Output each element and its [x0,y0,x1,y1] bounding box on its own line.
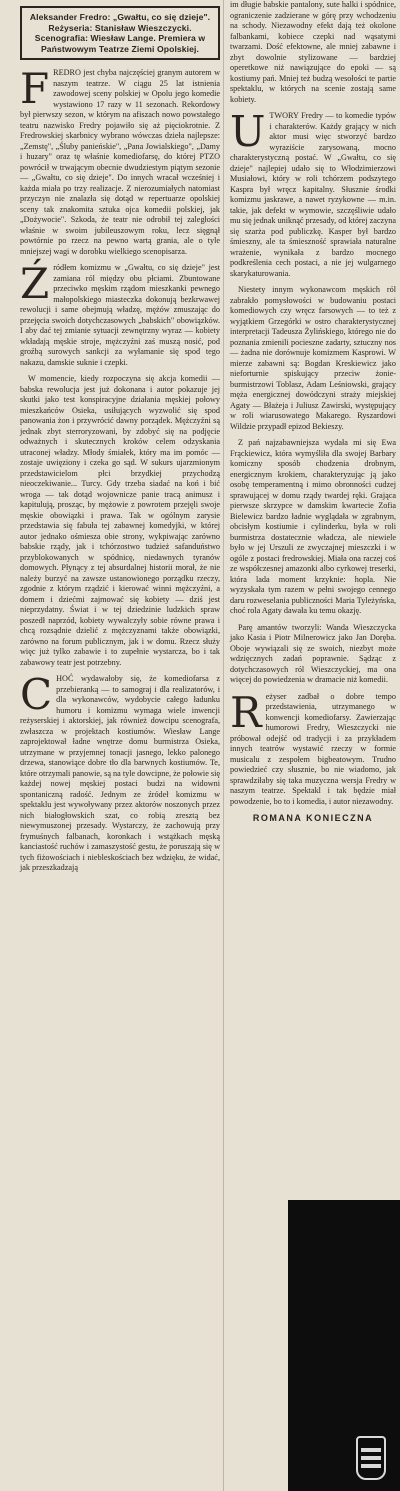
paragraph-source [20,259,220,368]
paragraph-text: eżyser zadbał o dobre tempo przedstawienia, utrzymanego w konwencji komediofarsy. Zawierzając humorowi Fredry, Wieszczycki nie próbował odejść od tradycji i za przykładem innych teatrów wystawić rzeczy w formie musicalu z zespołem bigbeatowym. Trudno powiedzieć czy słusznie, bo nie wiadomo, jak sprawdziłaby się taka muzyczna wersja Fredry w naszym teatrze. Spektakl i tak będzie miał powodzenie, bo to i komedia, i autor niezawodny. [230,691,396,806]
paragraph-plot: W momencie, kiedy rozpoczyna się akcja komedii — babska rewolucja jest już dokonana i autor pokazuje jej skutki jako test konspiracyjne działania męskiej połowy mieszkańców Osieka, usiłujących wyzwolić się spod panowania żon i przywrócić dawny porządek. Mężczyźni są jednak zbyt sterroryzowani, by zdobyć się na podjęcie odważnych i skutecznych kroków celem odzyskania utraconej władzy. Młody śmiałek, który ma im pomóc — zostaje uwięziony i czeka go sąd. W sukurs ujarzmionym przedstawicielom płci brzydkiej przychodzą nieoczekiwanie... Turcy. Gdy trzeba siadać na koń i bić wroga — tak dotąd wojownicze panie tracą animusz i kapitulują, prosząc, by mężowie z powrotem przejęli swoje męskie obowiązki i prawa. Tak w ogólnym zarysie przedstawia się fabuła tej zabawnej komedyjki, w której autor jednako ośmiesza obie strony, wykpiwając zarówno babskie rządy, jak i tchórzostwo tudzież safanduństwo przyblokowanych w spódnicę, niedawnych tyranów domowych. Płynący z tej absurdalnej historii morał, że nie należy burzyć na zawsze ustanowionego porządku rzeczy, zgodnie z którym rządzić i kierować winni mężczyźni, a domem i dziećmi zajmować się kobiety — dziś jest nieprzydatny. Świat i w tej dziedzinie ludzkich spraw poszedł naprzód, kobiety wywalczyły sobie równe prawa i chcą rozsądnie dzielić z mężczyznami także obowiązki, zarówno na forum publicznym, jak i w domu. Rzecz służy więc już tylko zabawie i to zupełnie wystarcza, bo i tak zabawowy teatr jest potrzebny. [20,374,220,667]
author-signature: ROMANA KONIECZNA [252,813,374,823]
dropcap-r: R [230,687,262,737]
paragraph-intro [20,64,220,257]
column-divider [223,0,224,1491]
right-column [230,0,396,823]
dropcap-c: C [20,670,53,720]
paragraph-continued: im długie babskie pantalony, sute halki i spódnice, ograniczenie zadzierane w górę przy wchodzeniu na schody. Niezawodny efekt dają też okolone falbankami, kobiece czepki nad wąsatymi twarzami. Dość efektowne, ale mniej zabawne i zbyt dowolnie stylizowane — bardziej operetkowe niż nawiązujące do epoki — są kostiumy pań. Mniej też budzą wesołości te partie spektaklu, w których na scenie zostają same kobiety. [230,0,396,104]
paragraph-female-roles: Z pań najzabawniejsza wydała mi się Ewa Frąckiewicz, która wymyśliła dla swojej Barbary komiczny sposób chodzenia drobnym, energicznym krokiem, charakteryzując ją jako osobę temperamentną i mimo obronności cudzej sprawującej w domu rządy twardej ręki. Grająca pierwsze skrzypce w damskim kwartecie Zofia Bielewicz bardzo ładnie wyglądała w zgrabnym, obcisłym kostiumie i cylinderku, była w roli burmistrza dostatecznie władcza, ale niewiele było w jej Urszuli ze zwyczajnej mieszczki i w ogóle z postaci fredrowskiej. Miała ona raczej coś ze współczesnej amazonki albo cyrkowej treserki, która lada moment krzyknie: hopla. Nie wyzyskała tym razem w pełni swojego cennego daru rozweselania publiczności Maria Tyleżyńska, choć rola Agaty dawała ku temu okazję. [230,438,396,615]
paragraph-text: ródłem komizmu w „Gwałtu, co się dzieje" jest zamiana ról między obu płciami. Zbuntowane przeciwko męskim rządom mieszkanki pewnego małopolskiego miasteczka dokonują bezkrwawej rewolucji i same obejmują władzę, mężów zmuszając do przejęcia swoich dotychczasowych „babskich" obowiązków. I aby dać tej zmianie sytuacji zewnętrzny wyraz — kobiety wkładają męskie stroje, mężczyźni zaś muszą nosić, pod groźbą surowych sankcji za wyłamanie się spod tego nakazu, damskie suknie i czepki. [20,263,220,367]
paragraph-characters [230,107,396,279]
dropcap-u: U [230,107,266,156]
paragraph-male-roles: Niestety innym wykonawcom męskich ról zabrakło pomysłowości w budowaniu postaci komediowych czy wręcz farsowych — to też z wyjątkiem Grzegórki w ostro charakterystycznej interpretacji Tadeusza Żylińskiego, którego nie do poznania zmienili pocieszne zadarty, sztuczny nos — żadna nie dorównuje komizmem Kasprowi. W mierze zabawni są: Bogdan Kreskiewicz jako nieforturnie spiskujący przeciw żonie-burmistrzowi Toblasz, Adam Leśniowski, grający męża energicznej dowódczyni straży miejskiej Agaty — Błażeja i Juliusz Zawirski, występujący w roli wiarusowatego Makarego. Ryszardowi Wildzie przypadł epizod Bekieszy. [230,285,396,431]
dropcap-f: F [20,64,50,114]
paragraph-director [230,687,396,808]
review-headline: Aleksander Fredro: „Gwałtu, co się dzieje". Reżyseria: Stanisław Wieszczycki. Scenografia: Wiesław Lange. Premiera w Państwowym Teatrze Ziemi Opolskiej. [20,6,220,60]
paragraph-text: REDRO jest chyba najczęściej granym autorem w naszym teatrze. W ciągu 25 lat istnienia zawodowej sceny polskiej w Opolu jego komedie wystawiono 17 razy w 11 sezonach. Rekordowy był pierwszy sezon, w którym na afiszach nowo powstałego teatru nazwisko Fredry pojawiło się aż pięciokrotnie. Z Fredrowskiej skarbnicy wybrano wówczas dzieła najlepsze: „Zemstę", „Śluby panieńskie", „Pana Jowialskiego", „Damy i huzary" oraz tę właśnie komediofarsę, do której PTZO powrócił w trwającym obecnie dwudziestym piątym sezonie — „Gwałtu, co się dzieje". Do innych wracał wcześniej i każda miała po trzy realizacje. Z nierozumiałych natomiast przyczyn nie znalazła się dotąd w repertuarze opolskiej sceny tak znakomita sztuka ojca komedii polskiej, jak „Dożywocie". Szkoda, że teatr nie odrobił tej zaległości właśnie w swoim jubileuszowym roku, lecz sięgnął powtórnie po rzecz na pewno wartą grania, ale o tyle mniejszej wagi w dorobku wielkiego scenopisarza. [20,68,220,256]
library-stamp-icon [356,1436,386,1480]
paragraph-text: HOĆ wydawałoby się, że komediofarsa z przebieranką — to samograj i dla realizatorów, i dla wykonawców, wydobycie całego ładunku humoru i komizmu wymaga wiele inwencji reżyserskiej i aktorskiej, jak również dowcipu scenografa, zwłaszcza w projektach kostiumów. Wiesław Lange zaprojektował ładne wnętrze domu burmistrza Osieka, utrzymane w przyjemnej tonacji jasnego, lekko palonego drzewa, stanowiące dobre tło dla barwnych kostiumów. Te, które otrzymali panowie, są na tyle dowcipne, że połowie się każdej nowej męskiej postaci budzi na widowni spontaniczną radość. Jednym ze źródeł komizmu w spektaklu jest wywoływany przez aktorów noszonych przez nich białogłowskich szat, co robią zresztą bez niewymuszonej przesady. Wystarczy, że zachowują przy frymuśnych falbanach, koronkach i wstążkach męską kanciastość ruchów i zamaszystość gestu, że poruszają się w tych fiżowościach i niebleskościach bez wdzięku, że widać, jak przeszkadzają [20,674,220,873]
dropcap-z: Ź [20,259,50,309]
paragraph-text: TWORY Fredry — to komedie typów i charakterów. Każdy grający w nich aktor musi więc stworzyć bardzo wyraziście zarysowaną, mocno charakterystyczną postać. W „Gwałtu, co się dzieje" najlepiej udało się to Włodzimierzowi Musiałowi, który w roli tchórzem podszytego Kaspra był wręcz kapitalny. Słusznie środki komizmu jaskrawe, a nawet ryzykowne — m.in. takie, jak defekt w wymowie, szczęśliwie udało mu się jednak uniknąć przesady, od której zaczyna się szarża pod publiczkę. Kasper był bardzo śmieszny, ale ta śmieszność sprawiała naturalne wrażenie, wynikała z bardzo mocnego podkreślenia cech postaci, a nie jej wulgarnego skarykaturowania. [230,111,396,278]
paragraph-lovers: Parę amantów tworzyli: Wanda Wieszczycka jako Kasia i Piotr Milnerowicz jako Jan Doręba. Oboje wywiązali się ze swoich, niezbyt może wdzięcznych zadań poprawnie. Sądząc z dotychczasowych ról Wieszczyckiej, ma ona więcej do powiedzenia w dramacie niż komedii. [230,622,396,684]
paragraph-costumes [20,670,220,874]
left-column [20,0,220,874]
